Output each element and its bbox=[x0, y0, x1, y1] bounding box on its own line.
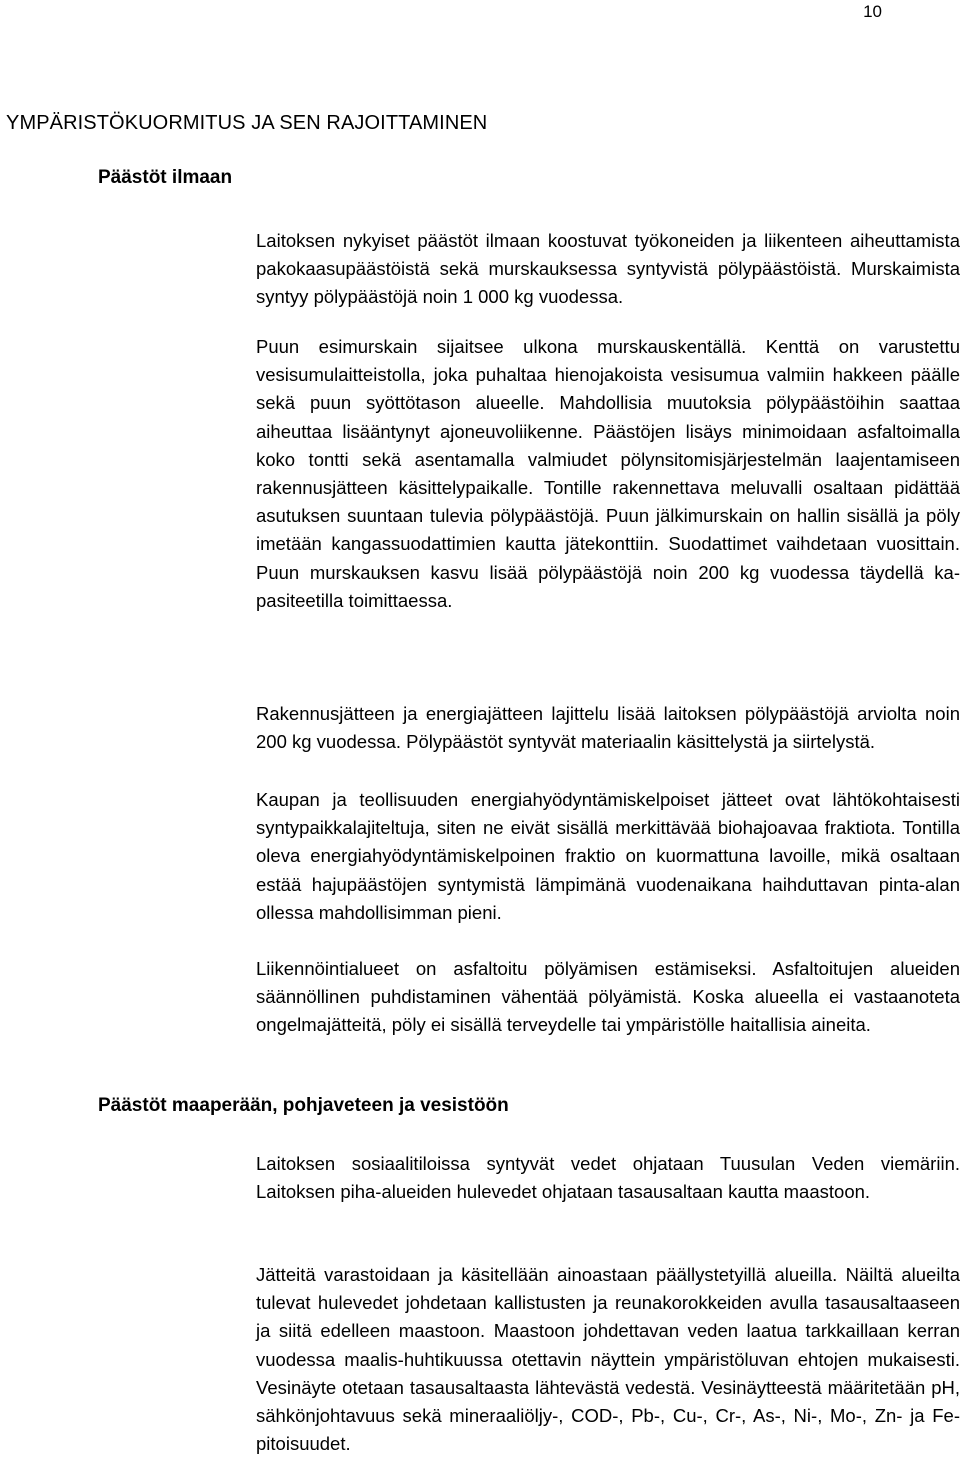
section-heading-air-emissions: Päästöt ilmaan bbox=[98, 167, 233, 188]
paragraph-water-2: Jätteitä varastoidaan ja käsitellään ainoastaan päällystetyillä alueilla. Näiltä alueilta tulevat hulevedet johdetaan kallistusten ja reunakorokkeiden avulla tasausaltaaseen ja siitä edelleen maastoon. Maastoon johdettavan veden laatua tarkkaillaan kerran vuodessa maalis-huhtikuussa otettavin näyttein ympäristöluvan ehtojen mukaisesti. Vesinäyte otetaan tasausaltaasta lähtevästä vedestä. Vesinäytteestä määritetään pH, sähkönjohtavuus sekä mineraaliöljy-, COD-, Pb-, Cu-, Cr-, As-, Ni-, Mo-, Zn- ja Fe-pitoisuudet. bbox=[256, 1264, 960, 1455]
paragraph-air-3: Rakennusjätteen ja energiajätteen lajittelu lisää laitoksen pölypäästöjä arviolta noin 200 kg vuodessa. Pölypäästöt syntyvät materiaalin käsittelystä ja siirtelystä. bbox=[256, 703, 960, 753]
paragraph-air-5: Liikennöintialueet on asfaltoitu pölyämisen estämiseksi. Asfaltoitujen alueiden säännöllinen puhdistaminen vähentää pölyämistä. Koska alueella ei vastaanoteta ongelmajätteitä, pöly ei sisällä terveydelle tai ympäristölle haitallisia aineita. bbox=[256, 958, 960, 1036]
section-heading-soil-water-emissions: Päästöt maaperään, pohjaveteen ja vesistöön bbox=[98, 1095, 509, 1116]
paragraph-air-1: Laitoksen nykyiset päästöt ilmaan koostuvat työkoneiden ja liikenteen aiheuttamista pakokaasupäästöistä sekä murskauksessa syntyvistä pölypäästöistä. Murskaimista syntyy pölypäästöjä noin 1 000 kg vuodessa. bbox=[256, 230, 960, 308]
paragraph-air-4: Kaupan ja teollisuuden energiahyödyntämiskelpoiset jätteet ovat lähtökohtaisesti syntypaikkalajiteltuja, siten ne eivät sisällä merkittävää biohajoavaa fraktiota. Tontilla oleva energiahyödyntämiskelpoinen fraktio on kuormattuna lavoille, mikä osaltaan estää hajupäästöjen syntymistä lämpimänä vuodenaikana haihduttavan pinta-alan ollessa mahdollisimman pieni. bbox=[256, 789, 960, 923]
paragraph-water-1: Laitoksen sosiaalitiloissa syntyvät vedet ohjataan Tuusulan Veden viemäriin. Laitoksen piha-alueiden hulevedet ohjataan tasausaltaan kautta maastoon. bbox=[256, 1153, 960, 1203]
paragraph-air-2: Puun esimurskain sijaitsee ulkona murskauskentällä. Kenttä on varustettu vesisumulaitteistolla, joka puhaltaa hienojakoista vesisumua valmiin hakkeen päälle sekä puun syöttötason alueelle. Mahdollisia muutoksia pölypäästöihin saattaa aiheuttaa lisääntynyt ajoneuvoliikenne. Päästöjen lisäys minimoidaan asfaltoimalla koko tontti sekä asentamalla valmiudet pölynsitomisjärjestelmän laajentamiseen rakennusjätteen käsittelypaikalle. Tontille rakennettava meluvalli osaltaan pidättää asutuksen suuntaan tulevia pölypäästöjä. Puun jälkimurskain on hallin sisällä ja pöly imetään kangassuodattimien kautta jätekonttiin. Suodattimet vaihdetaan vuosittain. Puun murskauksen kasvu lisää pölypäästöjä noin 200 kg vuodessa täydellä kapasiteetilla toimittaessa. bbox=[256, 336, 960, 611]
page-number: 10 bbox=[863, 2, 882, 21]
main-heading: YMPÄRISTÖKUORMITUS JA SEN RAJOITTAMINEN bbox=[6, 112, 488, 134]
